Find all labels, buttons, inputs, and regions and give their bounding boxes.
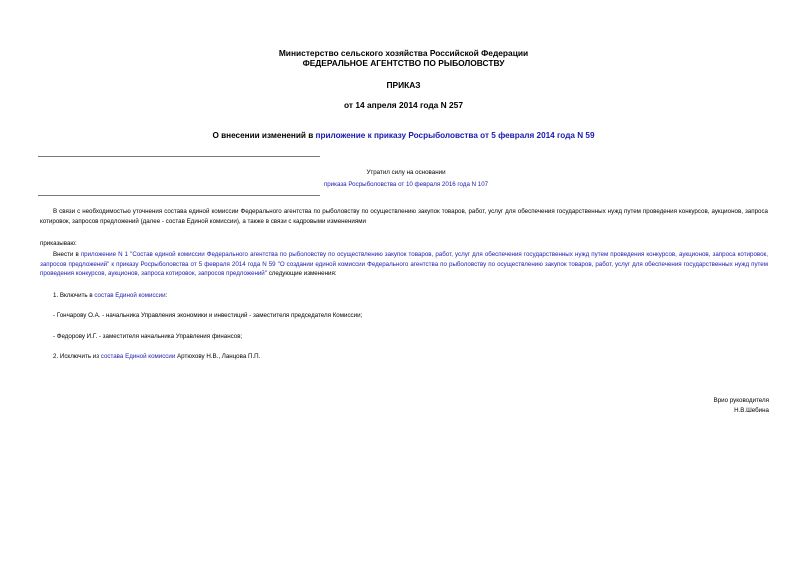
item-1 [53, 292, 167, 299]
item-1-link[interactable]: состав Единой комиссии [94, 292, 166, 299]
title-link[interactable]: приложение к приказу Росрыболовства от 5 февраля 2014 года N 59 [315, 131, 595, 140]
signature-position: Врио руководителя [713, 397, 769, 404]
document-title [0, 131, 807, 140]
item-2-prefix: 2. Исключить из [53, 353, 101, 360]
amendment-paragraph [40, 250, 768, 279]
amendment-link[interactable]: приложение N 1 "Состав единой комиссии Федерального агентства по рыболовству по осуществлению закупок товаров, работ, услуг для обеспечения государственных нужд путем проведения конкурсов, аукционов, запроса котировок, запросов предложений" к приказу Росрыболовства от 5 февраля 2014 года N 59 "О создании единой комиссии Федерального агентства по рыболовству по осуществлению закупок товаров, работ, услуг для обеспечения государственных нужд путем проведения конкурсов, аукционов, запроса котировок, запросов предложений" [40, 251, 768, 278]
document-type: ПРИКАЗ [386, 80, 421, 90]
intro-paragraph: В связи с необходимостью уточнения состава единой комиссии Федерального агентства по рыболовству по осуществлению закупок товаров, работ, услуг для обеспечения государственных нужд путем проведения конкурсов, аукционов, запроса котировок, запросов предложений (далее - состав Единой комиссии), а также в связи с кадровыми изменениями [40, 208, 768, 225]
ministry-name: Министерство сельского хозяйства Российской Федерации [278, 48, 529, 58]
order-word: приказываю: [40, 240, 77, 247]
status-note-text: Утратил силу на основании [366, 169, 446, 176]
divider-bottom [38, 195, 320, 196]
title-prefix: О внесении изменений в [212, 131, 316, 140]
document-date-number: от 14 апреля 2014 года N 257 [344, 100, 463, 110]
agency-name: ФЕДЕРАЛЬНОЕ АГЕНТСТВО ПО РЫБОЛОВСТВУ [302, 58, 505, 68]
item-1-prefix: 1. Включить в [53, 292, 95, 299]
item-2-link[interactable]: состава Единой комиссии [100, 353, 176, 360]
item-2-suffix: Артюхову Н.В., Ланцова П.П. [175, 353, 261, 360]
person-1: - Гончарову О.А. - начальника Управления экономики и инвестиций - заместителя председателя Комиссии; [53, 312, 363, 319]
amendment-prefix: Внести в [53, 251, 81, 258]
status-note-link[interactable]: приказа Росрыболовства от 10 февраля 2016 года N 107 [323, 181, 489, 188]
signature-block [714, 396, 769, 416]
status-note [300, 167, 512, 191]
item-2 [53, 353, 260, 360]
divider-top [38, 156, 320, 157]
item-1-suffix: : [165, 292, 168, 299]
amendment-suffix: следующие изменения: [266, 270, 337, 278]
person-2: - Федорову И.Г. - заместителя начальника Управления финансов; [53, 333, 243, 340]
signature-name: Н.В.Шебина [734, 407, 769, 414]
